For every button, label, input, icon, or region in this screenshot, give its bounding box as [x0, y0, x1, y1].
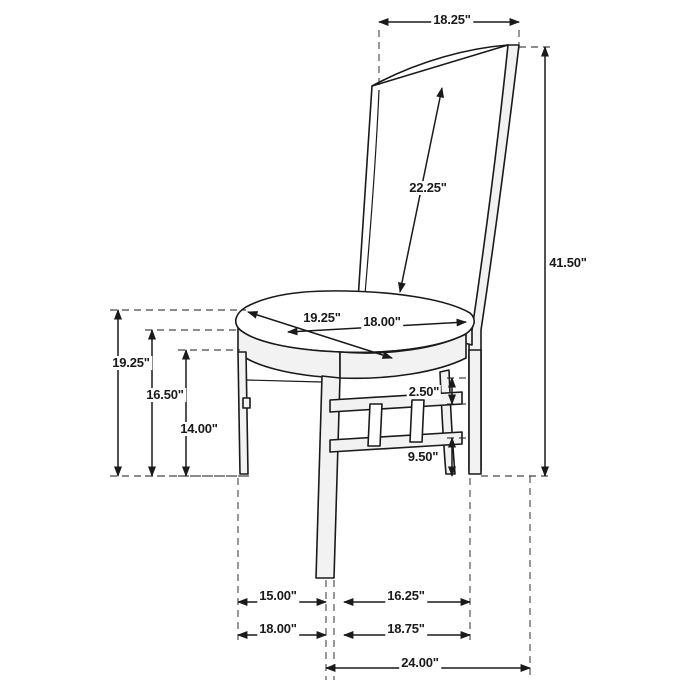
- dim-label-seat-height-lower: 14.00": [180, 421, 218, 436]
- dim-label-base-rear-width: 18.75": [387, 621, 425, 636]
- dim-label-seat-thickness: 2.50": [408, 384, 440, 399]
- dim-label-backrest-width: 18.25": [433, 12, 471, 27]
- chair-side-stretcher-far: [243, 398, 330, 412]
- dim-label-seat-height-mid: 16.50": [146, 387, 184, 402]
- dim-label-front-leg-spread: 15.00": [259, 588, 297, 603]
- chair-far-side-rail: [246, 380, 322, 382]
- dim-label-seat-width: 18.00": [363, 314, 401, 329]
- dim-label-rear-leg-depth: 16.25": [387, 588, 425, 603]
- dim-label-stretcher-height: 9.50": [407, 449, 439, 464]
- dim-label-overall-height: 41.50": [549, 255, 587, 270]
- dim-label-seat-depth-diagonal: 19.25": [303, 310, 341, 325]
- dim-label-backrest-height: 22.25": [409, 180, 447, 195]
- dim-label-base-front-width: 18.00": [259, 621, 297, 636]
- dim-label-overall-depth: 24.00": [401, 655, 439, 670]
- chair-illustration: [236, 45, 519, 578]
- chair-rear-right-leg: [469, 350, 481, 474]
- chair-front-left-leg: [238, 352, 248, 474]
- dim-label-seat-height-upper: 19.25": [112, 355, 150, 370]
